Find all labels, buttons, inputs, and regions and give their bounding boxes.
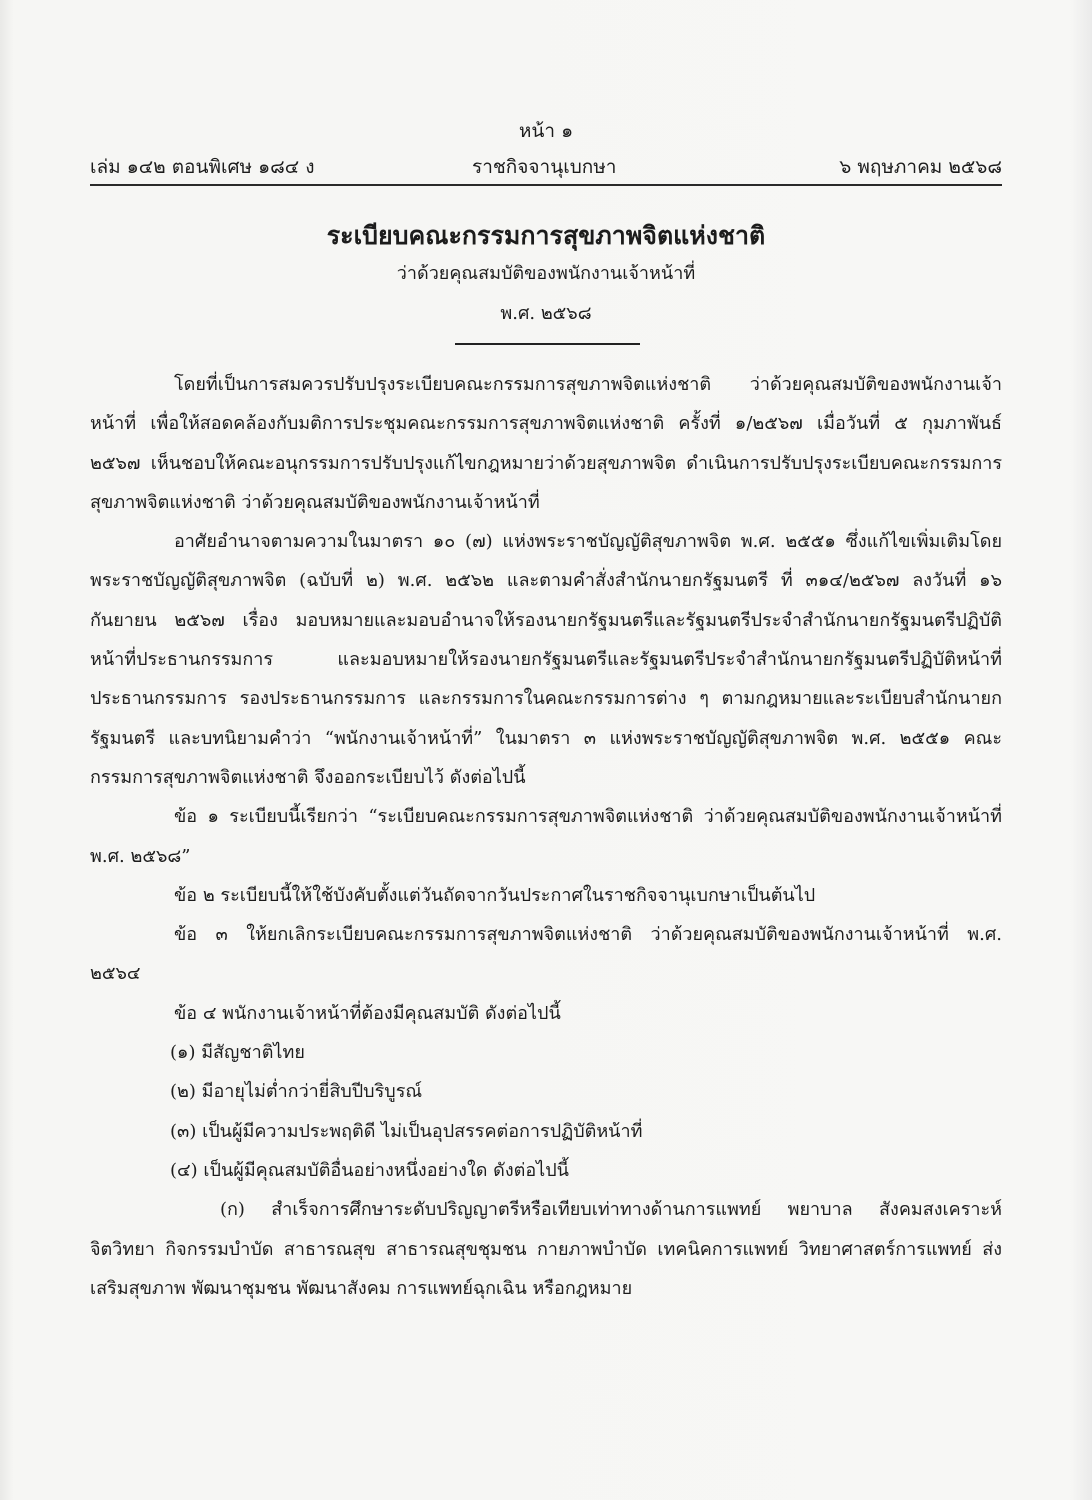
document-body [90, 365, 1002, 1308]
clause-3: ข้อ ๓ ให้ยกเลิกระเบียบคณะกรรมการสุขภาพจิตแห่งชาติ ว่าด้วยคุณสมบัติของพนักงานเจ้าหน้าที่ พ.ศ. ๒๕๖๔ [90, 924, 1002, 985]
volume-info: เล่ม ๑๔๒ ตอนพิเศษ ๑๘๔ ง [90, 156, 315, 178]
preamble-paragraph: โดยที่เป็นการสมควรปรับปรุงระเบียบคณะกรรมการสุขภาพจิตแห่งชาติ ว่าด้วยคุณสมบัติของพนักงานเจ้าหน้าที่ เพื่อให้สอดคล้องกับมติการประชุมคณะกรรมการสุขภาพจิตแห่งชาติ ครั้งที่ ๑/๒๕๖๗ เมื่อวันที่ ๕ กุมภาพันธ์ ๒๕๖๗ เห็นชอบให้คณะอนุกรรมการปรับปรุงแก้ไขกฎหมายว่าด้วยสุขภาพจิต ดำเนินการปรับปรุงระเบียบคณะกรรมการสุขภาพจิตแห่งชาติ ว่าด้วยคุณสมบัติของพนักงานเจ้าหน้าที่ [90, 374, 1002, 513]
authority-paragraph: อาศัยอำนาจตามความในมาตรา ๑๐ (๗) แห่งพระราชบัญญัติสุขภาพจิต พ.ศ. ๒๕๕๑ ซึ่งแก้ไขเพิ่มเติมโดยพระราชบัญญัติสุขภาพจิต (ฉบับที่ ๒) พ.ศ. ๒๕๖๒ และตามคำสั่งสำนักนายกรัฐมนตรี ที่ ๓๑๔/๒๕๖๗ ลงวันที่ ๑๖ กันยายน ๒๕๖๗ เรื่อง มอบหมายและมอบอำนาจให้รองนายกรัฐมนตรีและรัฐมนตรีประจำสำนักนายกรัฐมนตรีปฏิบัติหน้าที่ประธานกรรมการ และมอบหมายให้รองนายกรัฐมนตรีและรัฐมนตรีประจำสำนักนายกรัฐมนตรีปฏิบัติหน้าที่ประธานกรรมการ รองประธานกรรมการ และกรรมการในคณะกรรมการต่าง ๆ ตามกฎหมายและระเบียบสำนักนายกรัฐมนตรี และบทนิยามคำว่า “พนักงานเจ้าหน้าที่” ในมาตรา ๓ แห่งพระราชบัญญัติสุขภาพจิต พ.ศ. ๒๕๕๑ คณะกรรมการสุขภาพจิตแห่งชาติ จึงออกระเบียบไว้ ดังต่อไปนี้ [90, 531, 1002, 788]
sub-item-a: (ก) สำเร็จการศึกษาระดับปริญญาตรีหรือเทียบเท่าทางด้านการแพทย์ พยาบาล สังคมสงเคราะห์ จิตวิทยา กิจกรรมบำบัด สาธารณสุข สาธารณสุขชุมชน กายภาพบำบัด เทคนิคการแพทย์ วิทยาศาสตร์การแพทย์ ส่งเสริมสุขภาพ พัฒนาชุมชน พัฒนาสังคม การแพทย์ฉุกเฉิน หรือกฎหมาย [90, 1199, 1002, 1299]
qualification-item-4: (๔) เป็นผู้มีคุณสมบัติอื่นอย่างหนึ่งอย่างใด ดังต่อไปนี้ [170, 1159, 569, 1181]
qualification-item-2: (๒) มีอายุไม่ต่ำกว่ายี่สิบปีบริบูรณ์ [170, 1081, 423, 1103]
clause-1: ข้อ ๑ ระเบียบนี้เรียกว่า “ระเบียบคณะกรรมการสุขภาพจิตแห่งชาติ ว่าด้วยคุณสมบัติของพนักงานเจ้าหน้าที่ พ.ศ. ๒๕๖๘” [90, 806, 1002, 867]
header-divider [90, 184, 1002, 186]
document-subtitle: ว่าด้วยคุณสมบัติของพนักงานเจ้าหน้าที่ [396, 263, 696, 284]
qualification-item-3: (๓) เป็นผู้มีความประพฤติดี ไม่เป็นอุปสรรคต่อการปฏิบัติหน้าที่ [170, 1120, 643, 1142]
gazette-header [90, 152, 1002, 182]
title-divider [455, 343, 640, 345]
document-year: พ.ศ. ๒๕๖๘ [500, 303, 592, 324]
publication-date: ๖ พฤษภาคม ๒๕๖๘ [839, 156, 1002, 178]
document-title: ระเบียบคณะกรรมการสุขภาพจิตแห่งชาติ [326, 221, 766, 250]
qualification-item-1: (๑) มีสัญชาติไทย [170, 1042, 305, 1064]
clause-4: ข้อ ๔ พนักงานเจ้าหน้าที่ต้องมีคุณสมบัติ ดังต่อไปนี้ [174, 1002, 561, 1024]
page-number: หน้า ๑ [518, 120, 574, 142]
publication-name: ราชกิจจานุเบกษา [472, 156, 617, 178]
clause-2: ข้อ ๒ ระเบียบนี้ให้ใช้บังคับตั้งแต่วันถัดจากวันประกาศในราชกิจจานุเบกษาเป็นต้นไป [174, 884, 816, 906]
